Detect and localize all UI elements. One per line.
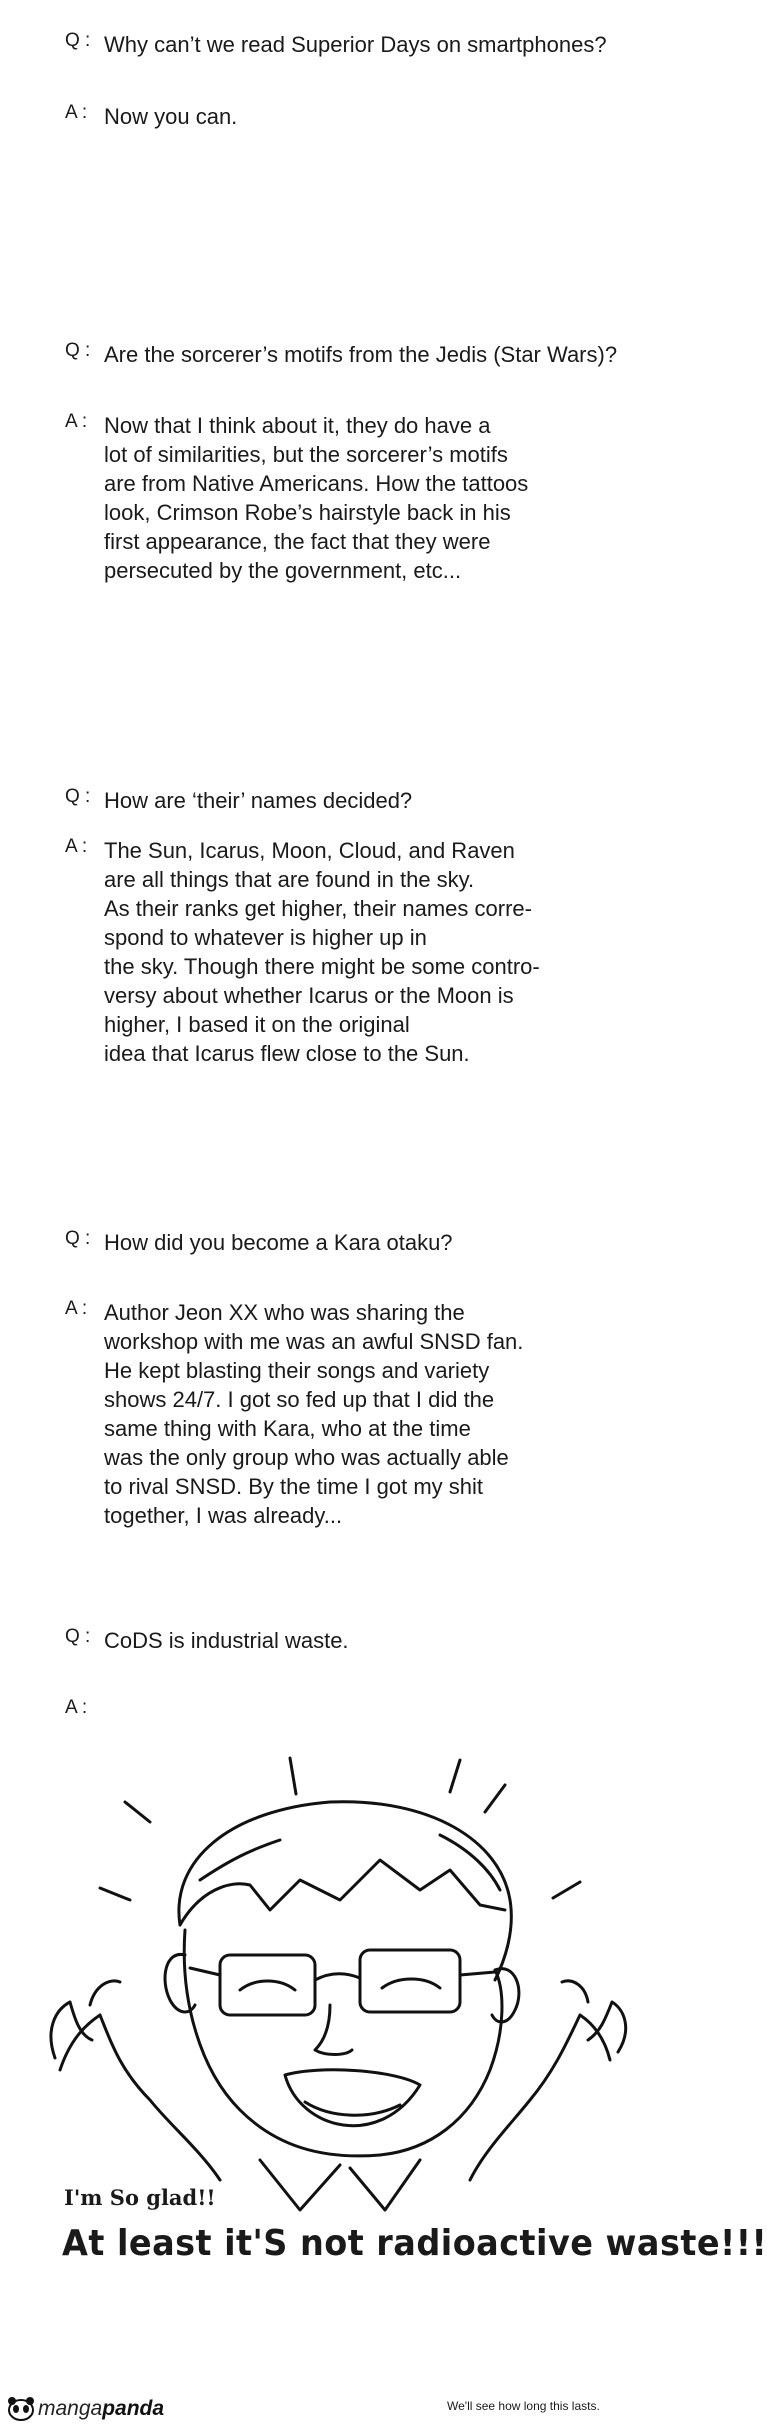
mangapanda-logo[interactable] [6,2393,164,2425]
footnote-text: We'll see how long this lasts. [447,2399,600,2413]
question-marker: Q : [65,1228,91,1249]
question-text: How are ‘their’ names decided? [104,788,413,813]
answer-text: Now that I think about it, they do have a lot of similarities, but the sorcerer’s motifs are from Native Americans. How the tattoos look, Crimson Robe’s hairstyle back in his first appearance, the fact that they were persecuted by the government, etc... [104,413,529,583]
answer-marker: A : [65,102,88,123]
question-text: Are the sorcerer’s motifs from the Jedis (Star Wars)? [104,342,618,367]
logo-prefix: manga [38,2397,103,2420]
question-text: Why can’t we read Superior Days on smartphones? [104,32,607,57]
question-marker: Q : [65,340,91,361]
question-marker: Q : [65,786,91,807]
question-text: How did you become a Kara otaku? [104,1230,453,1255]
logo-suffix: panda [102,2397,165,2420]
question-marker: Q : [65,30,91,51]
mangapanda-logo-icon [6,2396,36,2422]
answer-marker: A : [65,411,88,432]
answer-text: Author Jeon XX who was sharing the workshop with me was an awful SNSD fan. He kept blasting their songs and variety shows 24/7. I got so fed up that I did the same thing with Kara, who at the time was the only group who was actually able to rival SNSD. By the time I got my shit together, I was already... [104,1300,524,1528]
answer-marker: A : [65,1298,88,1319]
question-marker: Q : [65,1626,91,1647]
answer-marker: A : [65,836,88,857]
answer-marker: A : [65,1697,88,1718]
logo-text [38,2397,164,2421]
answer-text: Now you can. [104,104,238,129]
answer-text: The Sun, Icarus, Moon, Cloud, and Raven are all things that are found in the sky. As their ranks get higher, their names corre- spond to whatever is higher up in the sky. Though there might be some contro- versy about whether Icarus or the Moon is higher, I based it on the original idea that Icarus flew close to the Sun. [104,838,540,1066]
radioactive-waste-text: At least it'S not radioactive waste!!! [62,2223,767,2264]
laughing-author-illustration [0,1740,690,2260]
im-so-glad-text: I'm So glad!! [64,2185,216,2210]
question-text: CoDS is industrial waste. [104,1628,349,1653]
